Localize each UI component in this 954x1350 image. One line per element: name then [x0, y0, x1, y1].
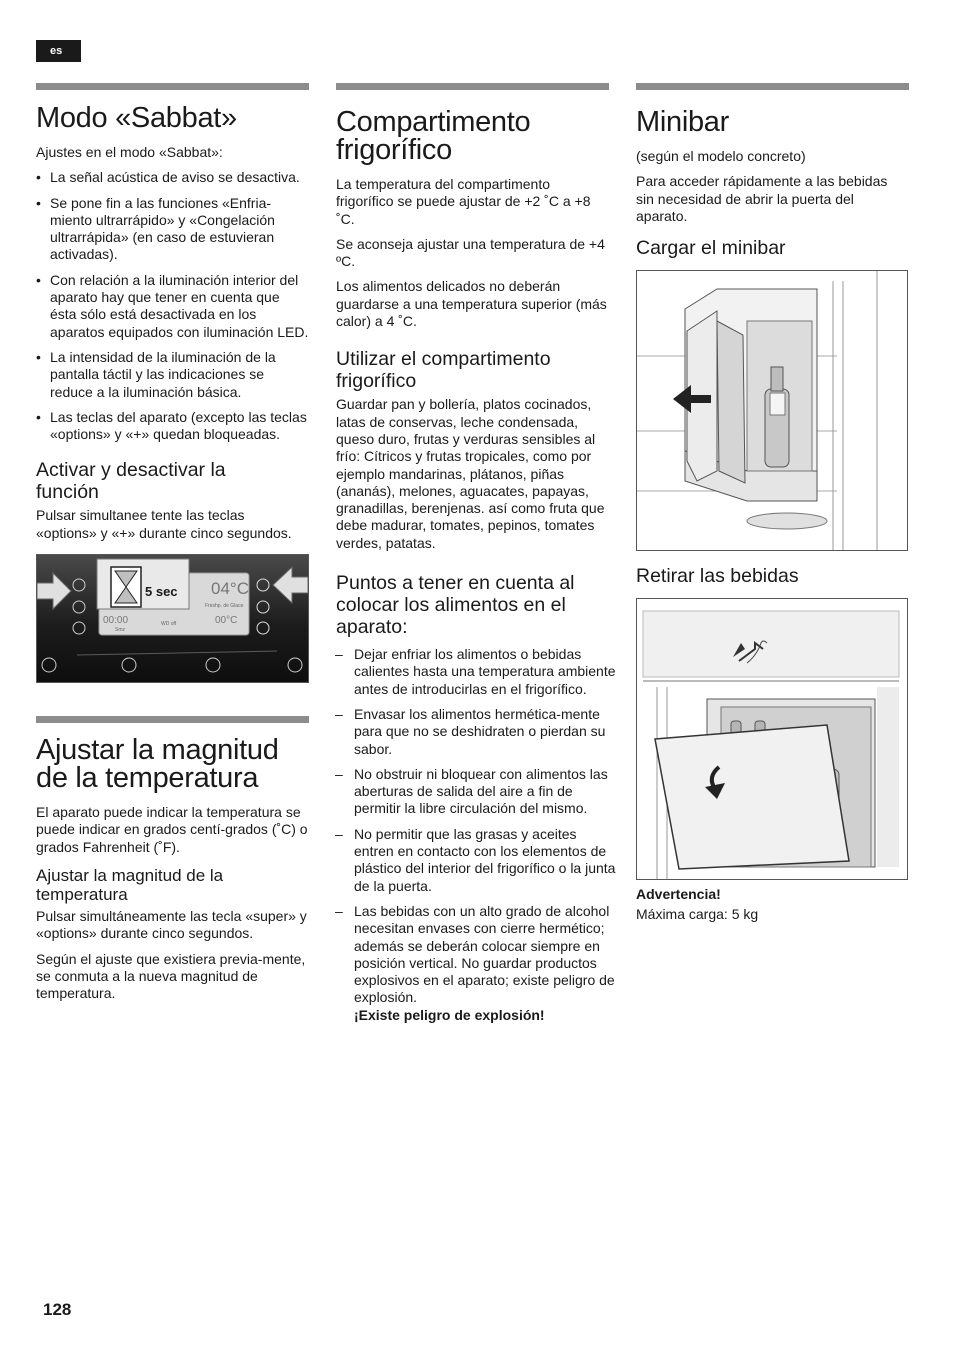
section-title-fridge: Compartimento frigorífico	[336, 106, 531, 166]
subheading-use: Utilizar el compartimento frigorífico	[336, 348, 551, 393]
list-item: • Las teclas del aparato (excepto las teclas «options» y «+» quedan bloqueadas.	[36, 409, 309, 444]
section-rule	[336, 83, 609, 90]
sabbat-list	[36, 169, 309, 443]
warning-label: Advertencia!	[636, 886, 721, 903]
magnitude-text-2: Según el ajuste que existiera previa-mente, se conmuta a la nueva magnitud de temperatura.	[36, 950, 306, 1002]
list-item: • La intensidad de la iluminación de la pantalla táctil y las indicaciones se reduce a la iluminación básica.	[36, 349, 309, 401]
list-item: – No obstruir ni bloquear con alimentos las aberturas de salida del aire a fin de permitir la libre circulación del mismo.	[336, 766, 616, 818]
list-item: • Se pone fin a las funciones «Enfria-miento ultrarrápido» y «Congelación ultrarrápida» (en caso de estuvieran activadas).	[36, 195, 309, 264]
remove-drinks-figure	[636, 598, 908, 880]
load-minibar-figure	[636, 270, 908, 551]
section-title-sabbat: Modo «Sabbat»	[36, 102, 237, 134]
subheading-magnitude: Ajustar la magnitud de la temperatura	[36, 865, 224, 904]
list-item-text: Las bebidas con un alto grado de alcohol necesitan envases con cierre hermético; además se deberán colocar siempre en posición vertical. No guardar productos explosivos en el aparato; existe peligro de explosión.	[354, 902, 615, 1006]
page-number: 128	[43, 1300, 72, 1319]
column-sabbat	[36, 83, 309, 1010]
fridge-text-3: Los alimentos delicados no deberán guardarse a una temperatura superior (más calor) a 4 ˚C.	[336, 278, 607, 330]
activate-text: Pulsar simultanee tente las teclas «options» y «+» durante cinco segundos.	[36, 507, 292, 541]
list-item: – Dejar enfriar los alimentos o bebidas calientes hasta una temperatura ambiente antes de introducirlas en el frigorífico.	[336, 646, 616, 698]
language-tag: es	[36, 40, 81, 62]
remove-drinks-illustration	[637, 599, 907, 879]
display-label: WD off	[161, 621, 177, 628]
warning-text: Máxima carga: 5 kg	[636, 906, 759, 923]
subheading-activate: Activar y desactivar la función	[36, 459, 226, 504]
section-title-magnitude: Ajustar la magnitud de la temperatura	[36, 734, 279, 795]
section-rule	[636, 83, 909, 90]
display-time: 00:00	[103, 615, 129, 627]
display-label: Freshp. de Glace	[205, 603, 244, 610]
section-title-minibar: Minibar	[636, 106, 729, 138]
list-item: • La señal acústica de aviso se desactiva.	[36, 169, 309, 186]
display-label: Smz	[115, 627, 125, 634]
timer-label: 5 sec	[145, 584, 178, 600]
load-minibar-illustration	[637, 271, 907, 550]
use-text: Guardar pan y bollería, platos cocinados, latas de conservas, leche condensada, queso duro, frutas y verduras sensibles al frío: Cítricos y frutas tropicales, como por ejemplo mandarinas, plátanos, piñas (ananás), melones, aguacates, papayas, granadillas, berenjenas. así como fruta que debe madurar, tomates, pepinos, tomates verdes, patatas.	[336, 396, 605, 551]
list-item: – No permitir que las grasas y aceites entren en contacto con los elementos de plástico del interior del frigorífico o la junta de la puerta.	[336, 826, 616, 895]
subheading-load: Cargar el minibar	[636, 237, 786, 260]
sabbat-intro: Ajustes en el modo «Sabbat»:	[36, 144, 223, 160]
display-temperature: 04°C	[211, 579, 249, 599]
fridge-text-2: Se aconseja ajustar una temperatura de +4 ºC.	[336, 235, 605, 270]
fridge-text-1: La temperatura del compartimento frigorífico se puede ajustar de +2 ˚C a +8 ˚C.	[336, 176, 591, 227]
section-rule	[36, 83, 309, 90]
control-panel-figure	[36, 554, 309, 683]
control-panel-graphic	[37, 555, 308, 682]
subheading-remove: Retirar las bebidas	[636, 565, 799, 588]
magnitude-text-1: Pulsar simultáneamente las tecla «super» y «options» durante cinco segundos.	[36, 907, 307, 942]
display-freezer-temperature: 00°C	[215, 615, 238, 627]
column-fridge	[336, 83, 616, 1032]
list-item: • Con relación a la iluminación interior del aparato hay que tener en cuenta que ésta sólo está desactivada en los aparatos equipados con iluminación LED.	[36, 272, 309, 341]
magnitude-intro: El aparato puede indicar la temperatura se puede indicar en grados centí-grados (˚C) o grados Fahrenheit (˚F).	[36, 804, 308, 855]
list-item: – Envasar los alimentos hermética-mente para que no se deshidraten o pierdan su sabor.	[336, 706, 616, 758]
list-item	[336, 903, 616, 1024]
minibar-text: Para acceder rápidamente a las bebidas sin necesidad de abrir la puerta del aparato.	[636, 173, 888, 224]
subheading-points: Puntos a tener en cuenta al colocar los alimentos en el aparato:	[336, 572, 575, 639]
section-rule	[36, 716, 309, 723]
explosion-warning: ¡Existe peligro de explosión!	[354, 1006, 545, 1023]
minibar-note: (según el modelo concreto)	[636, 148, 806, 164]
points-list	[336, 646, 616, 1024]
column-minibar	[636, 83, 909, 932]
